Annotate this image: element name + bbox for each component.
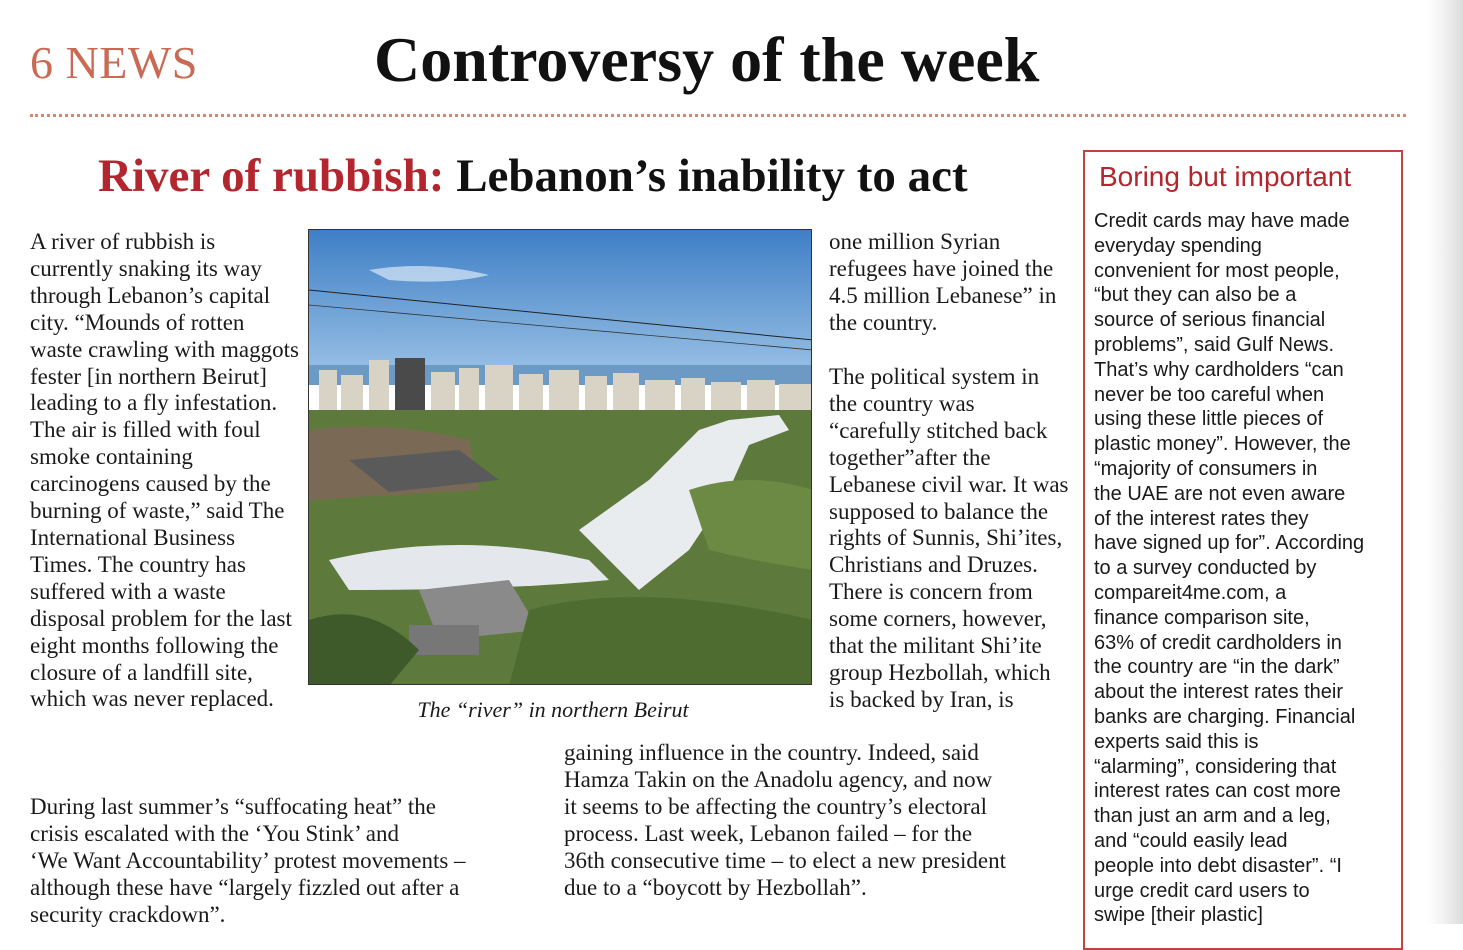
sidebar-line: compareit4me.com, a [1094, 581, 1287, 604]
text-line: 36th consecutive time – to elect a new president [564, 847, 1006, 873]
sidebar-line: interest rates can cost more [1094, 780, 1341, 803]
text-line: due to a “boycott by Hezbollah”. [564, 874, 867, 900]
article-paragraph: The political system in the country was “carefully stitched back together”after the Lebanese civil war. It was supposed to balance the rights of Sunnis, Shi’ites, Christians and Druzes. There is concern from some corners, however, that the militant Shi’ite group Hezbollah, which is backed by Iran, is [829, 364, 1069, 712]
text-line: crisis escalated with the ‘You Stink’ and [30, 820, 400, 846]
article-paragraph [30, 794, 540, 929]
sidebar-line: Credit cards may have made [1094, 210, 1350, 232]
sidebar-line: never be too careful when [1094, 383, 1325, 406]
text-line: During last summer’s “suffocating heat” the [30, 794, 437, 819]
sidebar-line: and “could easily lead [1094, 829, 1288, 852]
sidebar-line: have signed up for”. According [1094, 532, 1365, 555]
sidebar-line: the country are “in the dark” [1094, 656, 1340, 679]
headline-kicker: River of rubbish: [98, 150, 445, 202]
sidebar-line: using these little pieces of [1094, 408, 1324, 431]
sidebar-title: Boring but important [1099, 161, 1352, 192]
headline-main: Lebanon’s inability to act [444, 150, 968, 202]
sidebar-line: than just an arm and a leg, [1094, 805, 1331, 828]
sidebar-line: everyday spending [1094, 234, 1262, 257]
photo-caption: The “river” in northern Beirut [417, 697, 689, 722]
sidebar-line: of the interest rates they [1094, 507, 1309, 530]
article-photo [308, 229, 812, 685]
article-headline [98, 150, 968, 202]
sidebar-line: 63% of credit cardholders in [1094, 631, 1342, 654]
header-divider [30, 114, 1406, 117]
text-line: gaining influence in the country. Indeed, said [564, 740, 979, 765]
text-line: although these have “largely fizzled out after a [30, 874, 460, 900]
article-paragraph: one million Syrian refugees have joined the 4.5 million Lebanese” in the country. [829, 229, 1057, 335]
sidebar-line: source of serious financial [1094, 309, 1326, 332]
sidebar-line: convenient for most people, [1094, 259, 1340, 282]
sidebar-line: That’s why cardholders “can [1094, 358, 1344, 381]
text-line: ‘We Want Accountability’ protest movements – [30, 847, 466, 873]
sidebar-line: banks are charging. Financial [1094, 705, 1356, 728]
sidebar-line: people into debt disaster”. “I [1094, 854, 1342, 877]
sidebar-line: “alarming”, considering that [1094, 755, 1337, 778]
sidebar-line: “majority of consumers in [1094, 457, 1318, 480]
text-line: Hamza Takin on the Anadolu agency, and now [564, 766, 993, 792]
article-paragraph: A river of rubbish is currently snaking its way through Lebanon’s capital city. “Mounds of rotten waste crawling with maggots fester [in northern Beirut] leading to a fly infestation. The air is filled with foul smoke containing carcinogens caused by the burning of waste,” said The International Business Times. The country has suffered with a waste disposal problem for the last eight months following the closure of a landfill site, which was never replaced. [30, 229, 299, 712]
beirut-rubbish-river-image [309, 230, 812, 685]
sidebar-line: “but they can also be a [1094, 284, 1297, 307]
page-edge-shadow [1428, 0, 1463, 924]
section-label: 6 NEWS [30, 37, 198, 88]
article-paragraph [564, 740, 1069, 901]
sidebar-line: urge credit card users to [1094, 879, 1310, 902]
sidebar-line: finance comparison site, [1094, 606, 1310, 629]
sidebar-line: plastic money”. However, the [1094, 433, 1351, 456]
sidebar-body [1094, 209, 1394, 928]
text-line: security crackdown”. [30, 901, 226, 927]
page-title: Controversy of the week [374, 24, 1040, 95]
sidebar-line: the UAE are not even aware [1094, 482, 1346, 505]
sidebar-line: about the interest rates their [1094, 681, 1344, 704]
text-line: process. Last week, Lebanon failed – for the [564, 820, 973, 846]
text-line: it seems to be affecting the country’s electoral [564, 793, 988, 819]
sidebar-line: experts said this is [1094, 730, 1259, 753]
sidebar-line: problems”, said Gulf News. [1094, 333, 1335, 356]
sidebar-line: to a survey conducted by [1094, 557, 1317, 580]
sidebar-line: swipe [their plastic] [1094, 904, 1263, 927]
